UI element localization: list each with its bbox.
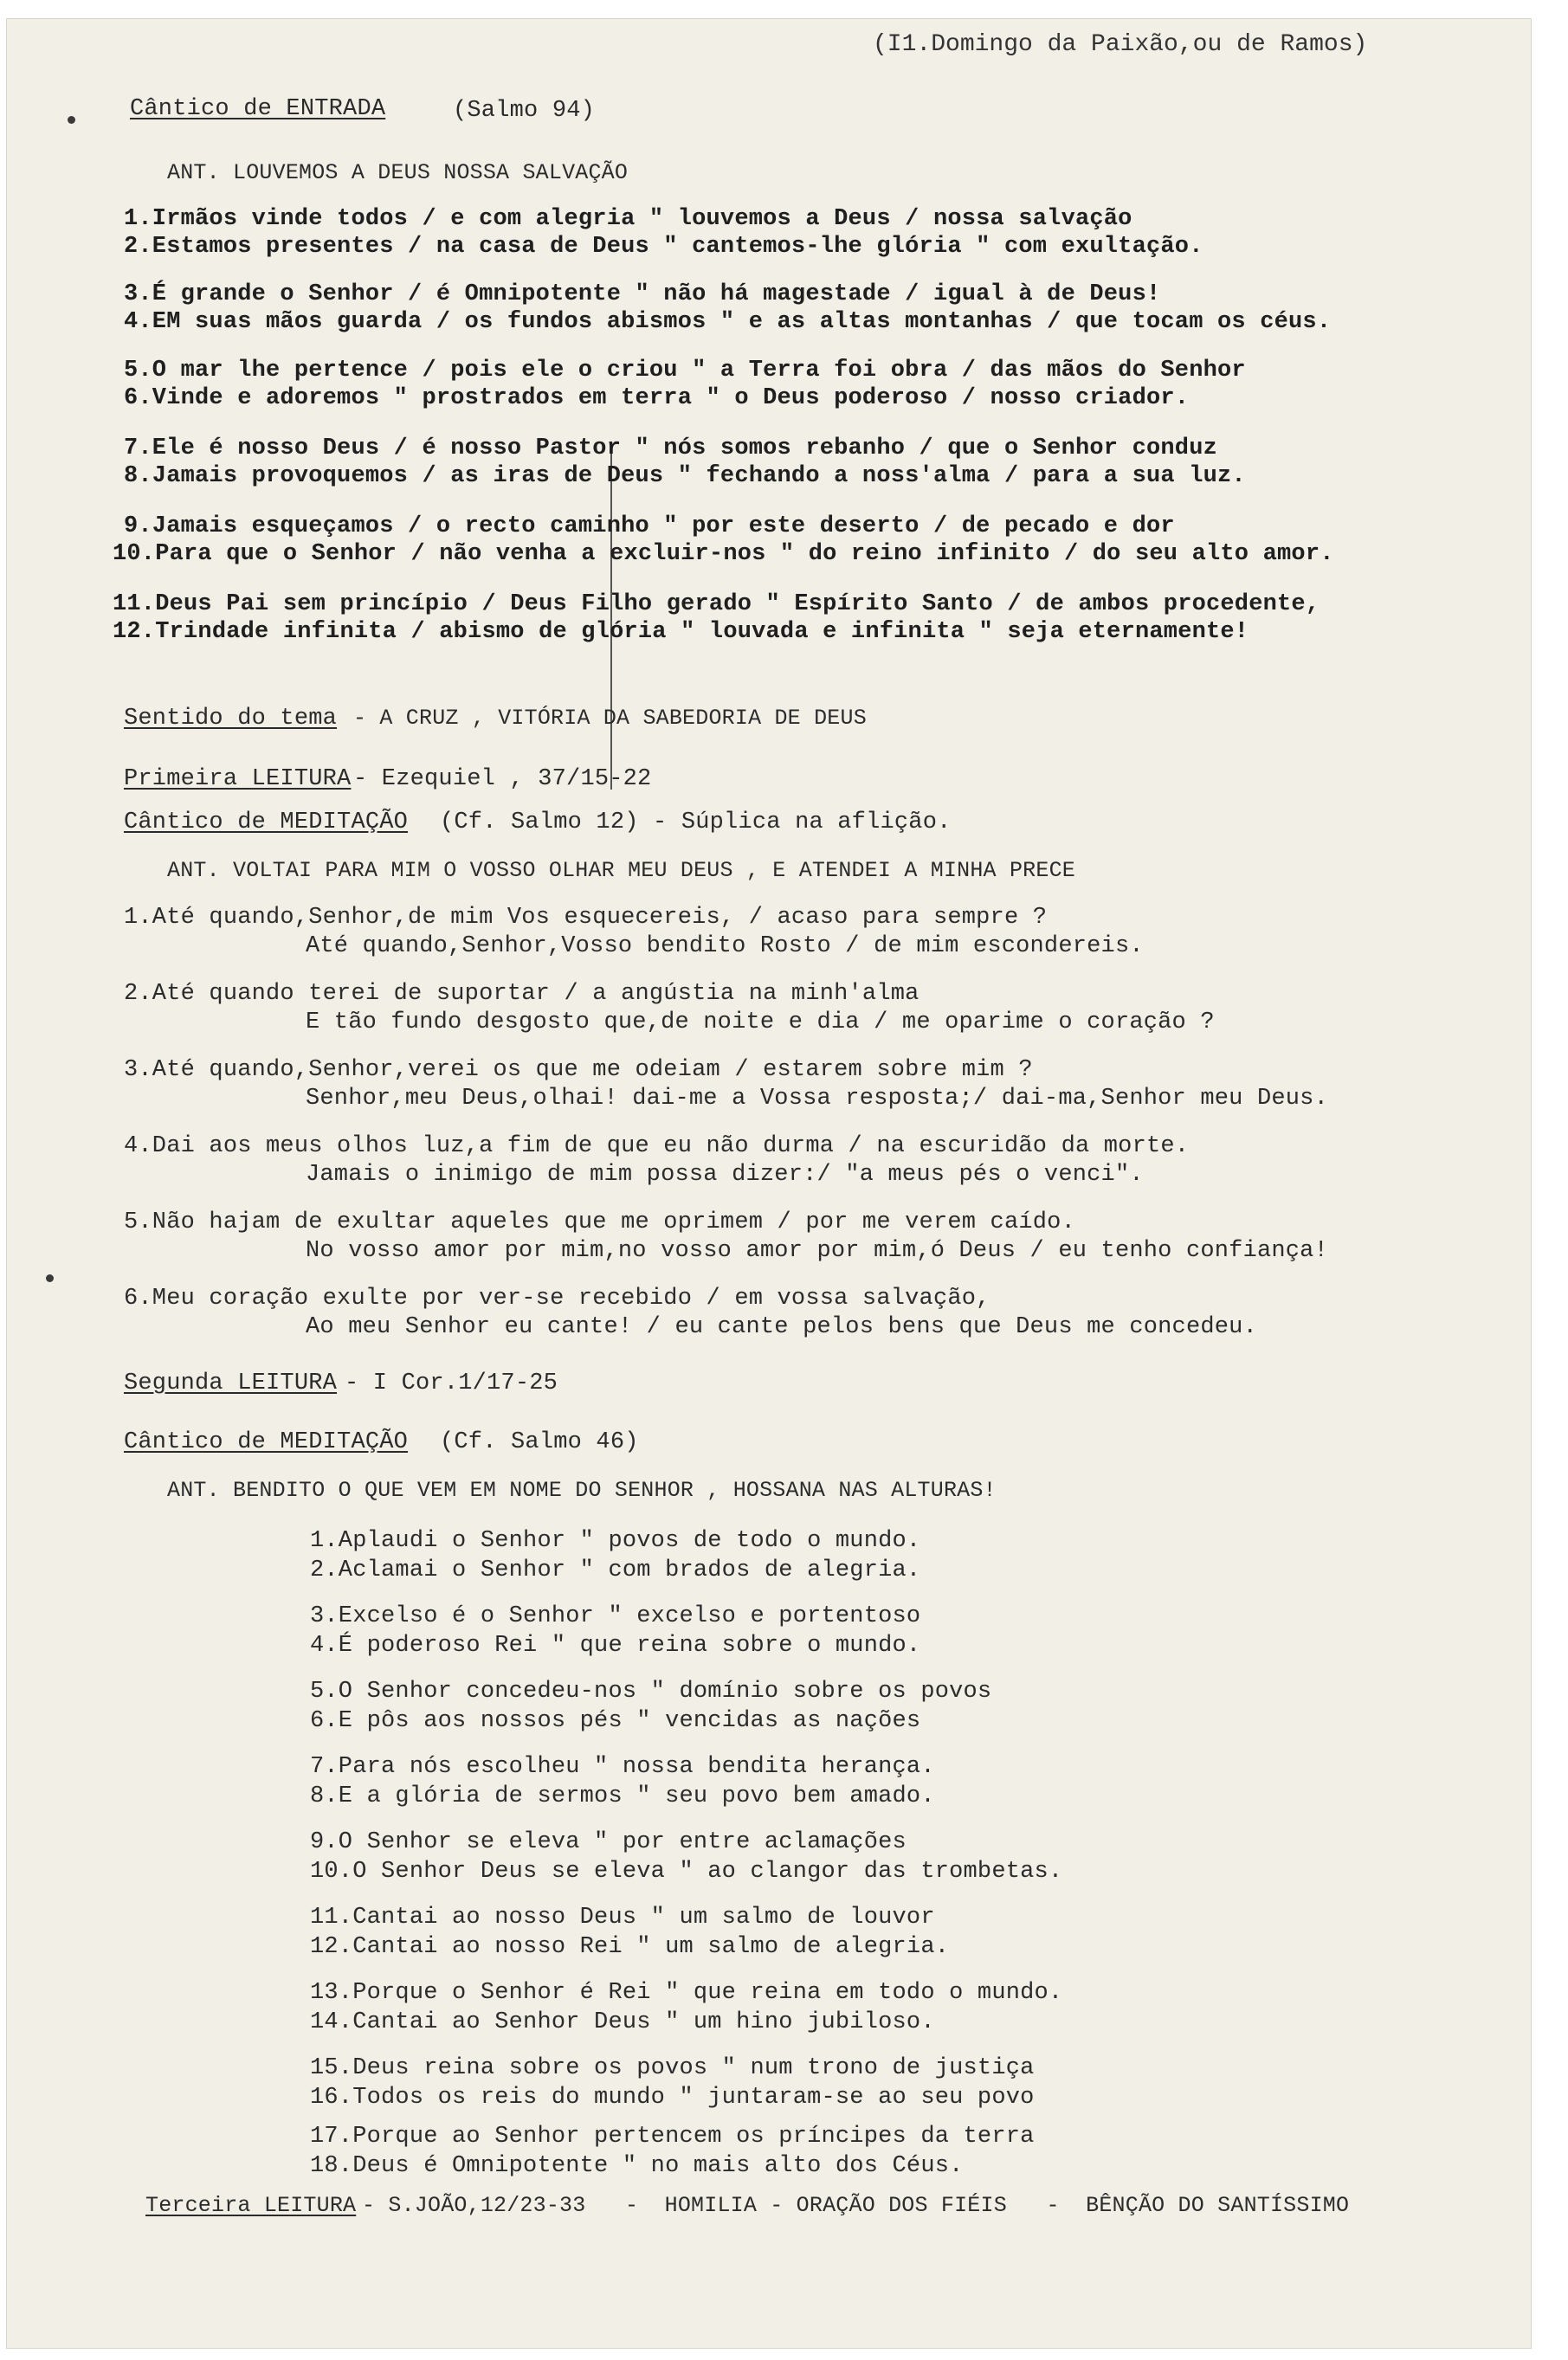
meditacao2-verse: 6.E pôs aos nossos pés " vencidas as nações — [310, 1708, 921, 1734]
meditacao2-verse: 7.Para nós escolheu " nossa bendita herança. — [310, 1754, 935, 1780]
meditacao2-ref: (Cf. Salmo 46) — [440, 1429, 639, 1455]
meditacao1-verse-line: 2.Até quando terei de suportar / a angústia na minh'alma — [124, 981, 920, 1007]
entrada-verse: 12.Trindade infinita / abismo de glória " louvada e infinita " seja eternamente! — [113, 619, 1249, 645]
entrada-verse: 7.Ele é nosso Deus / é nosso Pastor " nós somos rebanho / que o Senhor conduz — [124, 435, 1218, 461]
meditacao2-verse: 9.O Senhor se eleva " por entre aclamações — [310, 1829, 907, 1855]
meditacao1-verse-line: 1.Até quando,Senhor,de mim Vos esquecereis, / acaso para sempre ? — [124, 905, 1048, 931]
terceira-leitura-text: - S.JOÃO,12/23-33 - HOMILIA - ORAÇÃO DOS FIÉIS - BÊNÇÃO DO SANTÍSSIMO — [362, 2193, 1350, 2218]
meditacao2-verse: 2.Aclamai o Senhor " com brados de alegria. — [310, 1557, 921, 1583]
primeira-leitura-label: Primeira LEITURA — [124, 766, 352, 792]
meditacao2-verse: 4.É poderoso Rei " que reina sobre o mundo. — [310, 1633, 921, 1659]
document-header: (I1.Domingo da Paixão,ou de Ramos) — [873, 31, 1368, 58]
meditacao2-verse: 3.Excelso é o Senhor " excelso e portentoso — [310, 1603, 921, 1629]
meditacao2-verse: 16.Todos os reis do mundo " juntaram-se ao seu povo — [310, 2085, 1035, 2111]
meditacao2-antiphon: ANT. BENDITO O QUE VEM EM NOME DO SENHOR , HOSSANA NAS ALTURAS! — [167, 1478, 997, 1503]
document-page — [7, 19, 1531, 2348]
primeira-leitura-text: - Ezequiel , 37/15-22 — [353, 766, 652, 792]
terceira-leitura-label: Terceira LEITURA — [145, 2193, 357, 2218]
meditacao1-verse-line: No vosso amor por mim,no vosso amor por mim,ó Deus / eu tenho confiança! — [306, 1238, 1328, 1264]
entrada-verse: 9.Jamais esqueçamos / o recto caminho " por este deserto / de pecado e dor — [124, 513, 1175, 539]
entrada-antiphon: ANT. LOUVEMOS A DEUS NOSSA SALVAÇÃO — [167, 160, 629, 185]
meditacao1-verse-line: 5.Não hajam de exultar aqueles que me oprimem / por me verem caído. — [124, 1209, 1075, 1235]
meditacao2-verse: 11.Cantai ao nosso Deus " um salmo de louvor — [310, 1905, 935, 1931]
meditacao2-verse: 14.Cantai ao Senhor Deus " um hino jubiloso. — [310, 2009, 935, 2035]
entrada-verse: 8.Jamais provoquemos / as iras de Deus " fechando a noss'alma / para a sua luz. — [124, 463, 1246, 489]
meditacao2-title: Cântico de MEDITAÇÃO — [124, 1429, 409, 1455]
meditacao1-verse-line: Ao meu Senhor eu cante! / eu cante pelos bens que Deus me concedeu. — [306, 1314, 1257, 1340]
meditacao1-ref: (Cf. Salmo 12) - Súplica na aflição. — [440, 809, 952, 835]
sentido-label: Sentido do tema — [124, 706, 338, 732]
meditacao1-verse-line: Até quando,Senhor,Vosso bendito Rosto / de mim escondereis. — [306, 933, 1144, 959]
entrada-salmo: (Salmo 94) — [453, 98, 596, 124]
meditacao1-verse-line: 3.Até quando,Senhor,verei os que me odeiam / estarem sobre mim ? — [124, 1057, 1033, 1083]
punch-hole-mark — [68, 116, 75, 124]
entrada-verse: 10.Para que o Senhor / não venha a excluir-nos " do reino infinito / do seu alto amor. — [113, 541, 1334, 567]
punch-hole-mark — [46, 1274, 54, 1282]
meditacao2-verse: 8.E a glória de sermos " seu povo bem amado. — [310, 1783, 935, 1809]
meditacao2-verse: 10.O Senhor Deus se eleva " ao clangor das trombetas. — [310, 1859, 1063, 1885]
meditacao1-verse-line: 4.Dai aos meus olhos luz,a fim de que eu não durma / na escuridão da morte. — [124, 1133, 1190, 1159]
meditacao1-verse-line: 6.Meu coração exulte por ver-se recebido / em vossa salvação, — [124, 1286, 990, 1312]
meditacao1-title: Cântico de MEDITAÇÃO — [124, 809, 409, 835]
meditacao1-verse-line: Senhor,meu Deus,olhai! dai-me a Vossa resposta;/ dai-ma,Senhor meu Deus. — [306, 1086, 1328, 1112]
entrada-verse: 11.Deus Pai sem princípio / Deus Filho gerado " Espírito Santo / de ambos procedente, — [113, 591, 1320, 617]
meditacao2-verse: 13.Porque o Senhor é Rei " que reina em todo o mundo. — [310, 1980, 1063, 2006]
meditacao1-verse-line: Jamais o inimigo de mim possa dizer:/ "a meus pés o venci". — [306, 1162, 1144, 1188]
meditacao1-antiphon: ANT. VOLTAI PARA MIM O VOSSO OLHAR MEU DEUS , E ATENDEI A MINHA PRECE — [167, 858, 1075, 883]
meditacao2-verse: 17.Porque ao Senhor pertencem os príncipes da terra — [310, 2124, 1035, 2150]
entrada-title: Cântico de ENTRADA — [130, 96, 386, 122]
entrada-verse: 5.O mar lhe pertence / pois ele o criou " a Terra foi obra / das mãos do Senhor — [124, 358, 1246, 384]
meditacao2-verse: 1.Aplaudi o Senhor " povos de todo o mundo. — [310, 1528, 921, 1554]
segunda-leitura-text: - I Cor.1/17-25 — [345, 1370, 558, 1396]
meditacao2-verse: 5.O Senhor concedeu-nos " domínio sobre os povos — [310, 1679, 992, 1705]
meditacao2-verse: 15.Deus reina sobre os povos " num trono de justiça — [310, 2055, 1035, 2081]
entrada-verse: 3.É grande o Senhor / é Omnipotente " não há magestade / igual à de Deus! — [124, 281, 1161, 307]
sentido-text: - A CRUZ , VITÓRIA DA SABEDORIA DE DEUS — [353, 706, 867, 731]
entrada-verse: 1.Irmãos vinde todos / e com alegria " louvemos a Deus / nossa salvação — [124, 206, 1132, 232]
meditacao2-verse: 12.Cantai ao nosso Rei " um salmo de alegria. — [310, 1934, 950, 1960]
entrada-verse: 6.Vinde e adoremos " prostrados em terra " o Deus poderoso / nosso criador. — [124, 385, 1190, 411]
entrada-verse: 2.Estamos presentes / na casa de Deus " cantemos-lhe glória " com exultação. — [124, 234, 1203, 260]
meditacao2-verse: 18.Deus é Omnipotente " no mais alto dos Céus. — [310, 2153, 964, 2179]
segunda-leitura-label: Segunda LEITURA — [124, 1370, 338, 1396]
entrada-verse: 4.EM suas mãos guarda / os fundos abismos " e as altas montanhas / que tocam os céus. — [124, 309, 1332, 335]
meditacao1-verse-line: E tão fundo desgosto que,de noite e dia / me oparime o coração ? — [306, 1009, 1215, 1035]
